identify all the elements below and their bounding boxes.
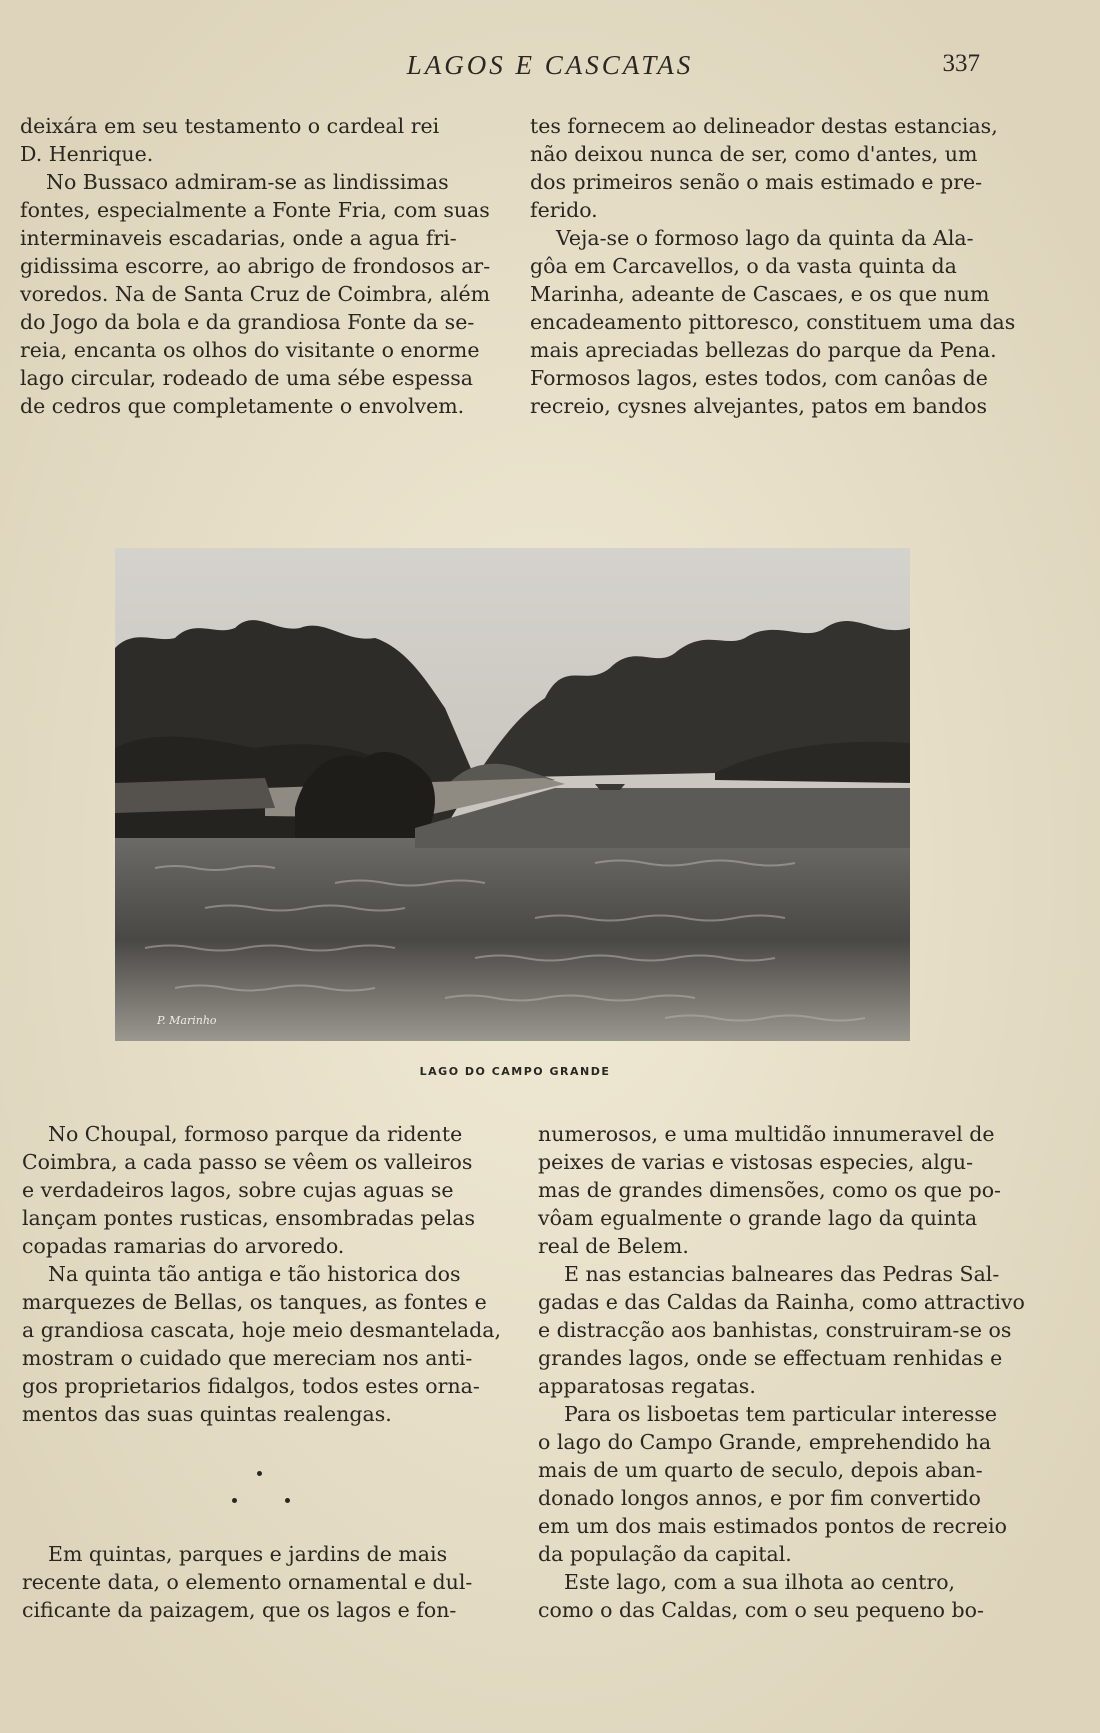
text-line: cificante da paizagem, que os lagos e fon- (22, 1598, 457, 1622)
text-line: não deixou nunca de ser, como d'antes, um (530, 142, 978, 166)
text-line: encadeamento pittoresco, constituem uma das (530, 310, 1016, 334)
text-line: mais de um quarto de seculo, depois aban- (538, 1458, 983, 1482)
photograph-lago-do-campo-grande (115, 548, 910, 1041)
text-line: Veja-se o formoso lago da quinta da Ala- (556, 226, 974, 250)
text-line (22, 1456, 492, 1484)
text-line: gidissima escorre, ao abrigo de frondosos ar- (20, 254, 491, 278)
text-line: como o das Caldas, com o seu pequeno bo- (538, 1598, 984, 1622)
running-title: LAGOS E CASCATAS (406, 50, 694, 80)
text-line (22, 1428, 492, 1456)
text-line: Formosos lagos, estes todos, com canôas de (530, 366, 988, 390)
text-line: fontes, especialmente a Fonte Fria, com suas (20, 198, 490, 222)
text-line: No Choupal, formoso parque da ridente (48, 1122, 463, 1146)
text-line: de cedros que completamente o envolvem. (20, 394, 465, 418)
text-line (22, 1512, 492, 1540)
column-top-left (20, 112, 491, 420)
text-line: Marinha, adeante de Cascaes, e os que num (530, 282, 990, 306)
text-line (22, 1484, 492, 1512)
text-line: mas de grandes dimensões, como os que po- (538, 1178, 1001, 1202)
text-line: mais apreciadas bellezas do parque da Pena. (530, 338, 997, 362)
text-line: da população da capital. (538, 1542, 792, 1566)
text-line: lançam pontes rusticas, ensombradas pelas (22, 1206, 476, 1230)
page-number: 337 (942, 50, 980, 77)
text-line: marquezes de Bellas, os tanques, as fontes e (22, 1290, 487, 1314)
text-line: gadas e das Caldas da Rainha, como attractivo (538, 1290, 1025, 1314)
text-line: Este lago, com a sua ilhota ao centro, (564, 1570, 956, 1594)
asterism-dot (257, 1471, 262, 1476)
text-line: peixes de varias e vistosas especies, algu- (538, 1150, 974, 1174)
text-line: recente data, o elemento ornamental e dul- (22, 1570, 473, 1594)
text-line: apparatosas regatas. (538, 1374, 756, 1398)
text-line: dos primeiros senão o mais estimado e pre- (530, 170, 983, 194)
text-line: a grandiosa cascata, hoje meio desmantelada, (22, 1318, 501, 1342)
text-line: vôam egualmente o grande lago da quinta (538, 1206, 978, 1230)
photographer-signature: P. Marinho (157, 1014, 217, 1027)
text-line: Coimbra, a cada passo se vêem os valleiros (22, 1150, 473, 1174)
text-line: interminaveis escadarias, onde a agua fri- (20, 226, 457, 250)
text-line: ferido. (530, 198, 598, 222)
running-head (0, 50, 1100, 90)
column-bottom-left (22, 1120, 501, 1624)
text-line: tes fornecem ao delineador destas estancias, (530, 114, 998, 138)
text-line: do Jogo da bola e da grandiosa Fonte da se- (20, 310, 475, 334)
text-line: donado longos annos, e por fim convertido (538, 1486, 981, 1510)
text-line: numerosos, e uma multidão innumeravel de (538, 1122, 995, 1146)
lake-photo (115, 548, 910, 1041)
text-line: mentos das suas quintas realengas. (22, 1402, 392, 1426)
text-line: real de Belem. (538, 1234, 689, 1258)
text-line: D. Henrique. (20, 142, 154, 166)
figure-caption: LAGO DO CAMPO GRANDE (419, 1065, 611, 1078)
asterism-dot (285, 1498, 290, 1503)
text-line: copadas ramarias do arvoredo. (22, 1234, 345, 1258)
text-line: e verdadeiros lagos, sobre cujas aguas se (22, 1178, 454, 1202)
text-line: No Bussaco admiram-se as lindissimas (46, 170, 449, 194)
text-line: e distracção aos banhistas, construiram-se os (538, 1318, 1012, 1342)
text-line: mostram o cuidado que mereciam nos anti- (22, 1346, 473, 1370)
text-line: recreio, cysnes alvejantes, patos em bandos (530, 394, 988, 418)
asterism-dot (232, 1498, 237, 1503)
text-line: gos proprietarios fidalgos, todos estes orna- (22, 1374, 480, 1398)
text-line: reia, encanta os olhos do visitante o enorme (20, 338, 480, 362)
text-line: Na quinta tão antiga e tão historica dos (48, 1262, 461, 1286)
column-bottom-right (538, 1120, 1025, 1624)
text-line: gôa em Carcavellos, o da vasta quinta da (530, 254, 957, 278)
text-line: voredos. Na de Santa Cruz de Coimbra, além (20, 282, 491, 306)
text-line: grandes lagos, onde se effectuam renhidas e (538, 1346, 1003, 1370)
text-line: em um dos mais estimados pontos de recreio (538, 1514, 1007, 1538)
text-line: Em quintas, parques e jardins de mais (48, 1542, 448, 1566)
text-line: Para os lisboetas tem particular interesse (564, 1402, 998, 1426)
text-line: o lago do Campo Grande, emprehendido ha (538, 1430, 992, 1454)
column-top-right (530, 112, 1016, 420)
text-line: E nas estancias balneares das Pedras Sal- (564, 1262, 1000, 1286)
text-line: deixára em seu testamento o cardeal rei (20, 114, 440, 138)
text-line: lago circular, rodeado de uma sébe espessa (20, 366, 473, 390)
